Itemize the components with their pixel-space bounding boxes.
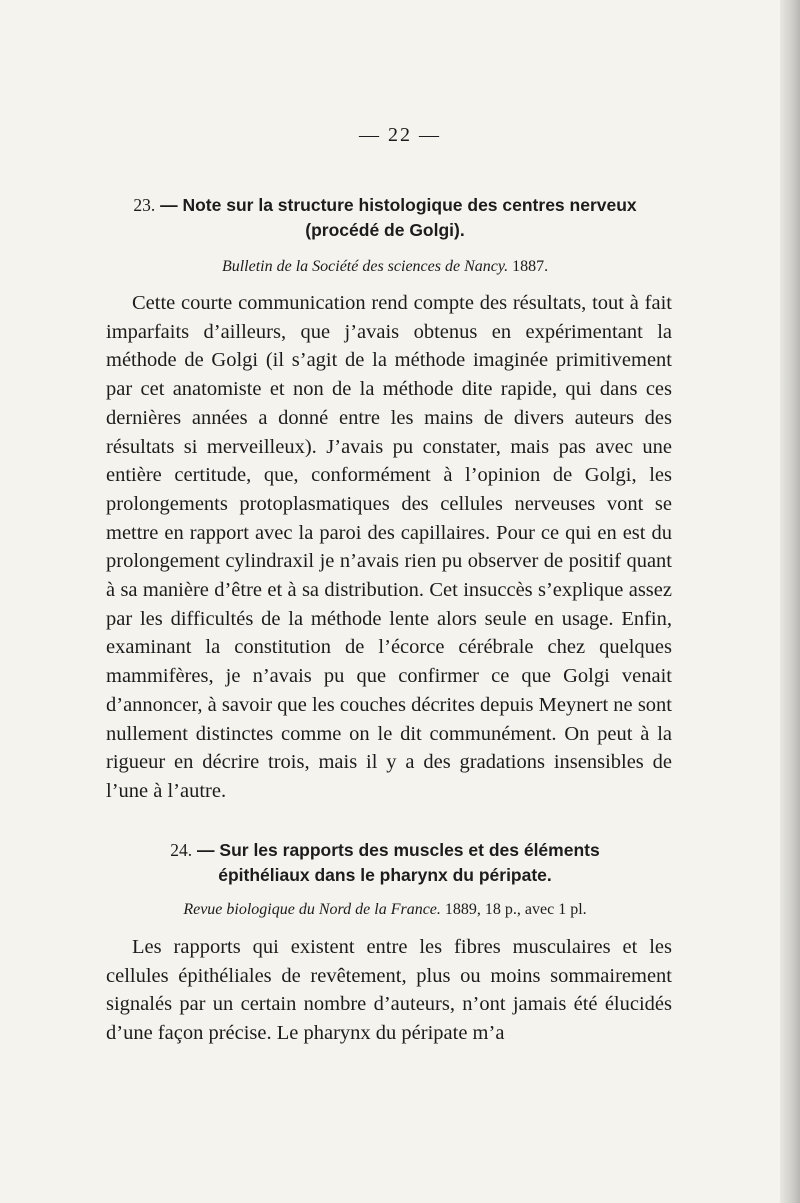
- entry-23-title: 23. — Note sur la structure histologique des centres nerveux (procédé de Golgi).: [133, 195, 637, 240]
- source-journal: Revue biologique du Nord de la France.: [183, 901, 441, 918]
- entry-24-body: [106, 933, 672, 1048]
- entry-24-title: 24. — Sur les rapports des muscles et des éléments épithéliaux dans le pharynx du péripate.: [170, 840, 600, 885]
- entry-number: 23.: [133, 195, 156, 215]
- entry-23-source: [105, 258, 665, 276]
- entry-23-body: [106, 289, 672, 806]
- entry-number: 24.: [170, 840, 193, 860]
- source-details: 1889, 18 p., avec 1 pl.: [444, 901, 587, 918]
- entry-title-line: épithéliaux dans le pharynx du péripate.: [218, 865, 552, 885]
- body-paragraph: Cette courte communication rend compte des résultats, tout à fait imparfaits d’ailleurs, que j’avais obtenus en expérimentant la méthode de Golgi (il s’agit de la méthode imaginée primitivement par cet anatomiste et non de la méthode dite rapide, qui dans ces dernières années a donné entre les mains de divers auteurs des résultats si merveilleux). J’avais pu constater, mais pas avec une entière certitude, que, conformément à l’opinion de Golgi, les prolongements protoplasmatiques des cellules nerveuses vont se mettre en rapport avec la paroi des capillaires. Pour ce qui en est du prolongement cylindraxil je n’avais rien pu observer de positif quant à sa manière d’être et à sa distribution. Cet insuccès s’explique assez par les difficultés de la méthode lente alors seule en usage. Enfin, examinant la constitution de l’écorce cérébrale chez quelques mammifères, je n’avais pu que confirmer ce que Golgi venait d’annoncer, à savoir que les couches décrites depuis Meynert ne sont nullement distinctes comme on le dit communément. On peut à la rigueur en décrire trois, mais il y a des gradations insensibles de l’une à l’autre.: [106, 292, 672, 802]
- source-journal: Bulletin de la Société des sciences de Nancy.: [221, 258, 509, 275]
- entry-title-line: Sur les rapports des muscles et des éléments: [219, 840, 600, 860]
- entry-title-line: (procédé de Golgi).: [305, 220, 465, 240]
- entry-title-line: Note sur la structure histologique des centres nerveux: [182, 195, 637, 215]
- page-edge-shadow: [780, 0, 800, 1203]
- body-paragraph: Les rapports qui existent entre les fibres musculaires et les cellules épithéliales de revêtement, plus ou moins sommairement signalés par un certain nombre d’auteurs, n’ont jamais été élucidés d’une façon précise. Le pharynx du péripate m’a: [106, 936, 672, 1045]
- source-details: 1887.: [512, 258, 549, 275]
- entry-24-source: [105, 901, 665, 919]
- page-number: — 22 —: [359, 124, 441, 146]
